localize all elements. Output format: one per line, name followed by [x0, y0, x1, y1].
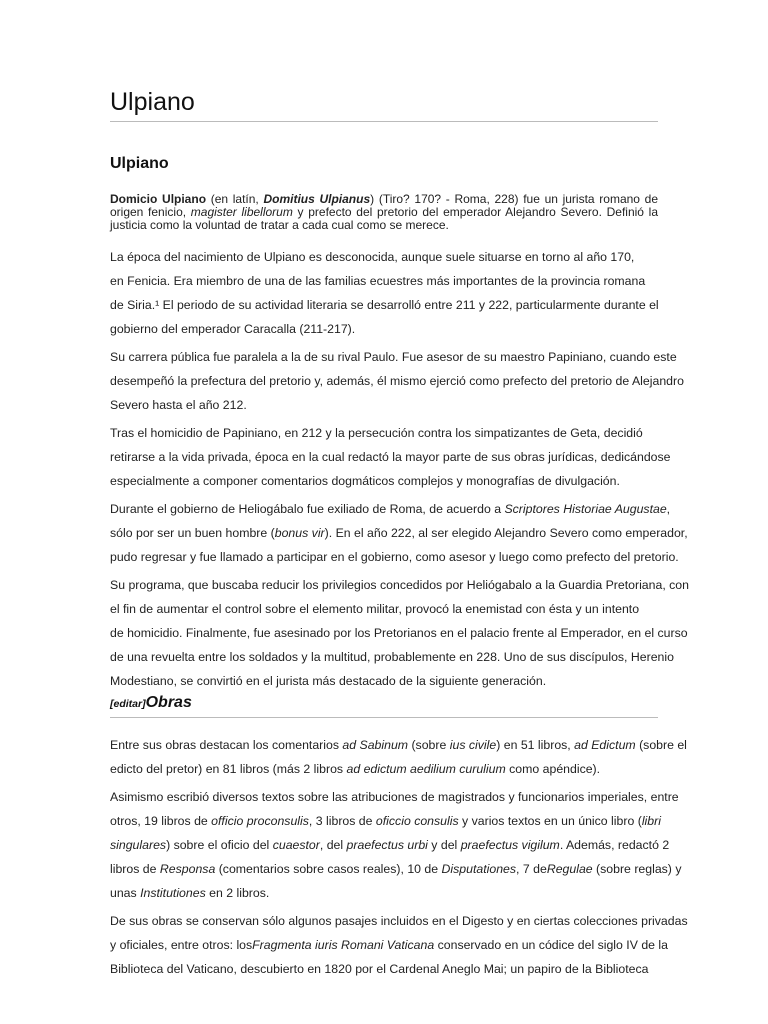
text-segment: ) sobre el oficio del — [166, 838, 273, 852]
text-line — [110, 733, 687, 757]
text-segment: de Siria.¹ El periodo de su actividad literaria se desarrolló entre 211 y 222, particularmente durante el — [110, 298, 659, 312]
text-line — [110, 293, 670, 317]
italic-text: ad edictum aedilium curulium — [346, 762, 506, 776]
text-line — [110, 957, 670, 981]
text-segment: y del — [427, 838, 461, 852]
italic-text: bonus vir — [274, 526, 325, 540]
text-segment: edicto del pretor) en 81 libros (más 2 libros — [110, 762, 347, 776]
text-line — [110, 245, 670, 269]
paragraph — [110, 245, 670, 341]
text-segment: , 3 libros de — [308, 814, 376, 828]
text-line — [110, 269, 670, 293]
italic-text: magister libellorum — [190, 205, 293, 219]
text-segment: Biblioteca del Vaticano, descubierto en 1820 por el Cardenal Aneglo Mai; un papiro de la Biblioteca — [110, 962, 649, 976]
italic-text: Disputationes — [441, 862, 517, 876]
text-segment: y prefecto del pretorio del emperador Alejandro Severo. Definió la — [292, 205, 658, 219]
text-line — [110, 317, 670, 341]
italic-text: ad Sabinum — [342, 738, 409, 752]
text-line — [110, 345, 677, 369]
obras-heading — [110, 694, 192, 712]
text-line — [110, 933, 670, 957]
italic-text: Fragmenta iuris Romani Vaticana — [252, 938, 435, 952]
text-segment: origen fenicio, — [110, 205, 191, 219]
text-line — [110, 881, 670, 905]
text-line — [110, 809, 670, 833]
italic-text: praefectus vigilum — [460, 838, 560, 852]
paragraph — [110, 345, 684, 417]
text-line — [110, 645, 674, 669]
text-segment: pudo regresar y fue llamado a participar en el gobierno, como asesor y luego como prefecto del pretorio. — [110, 550, 679, 564]
text-segment: desempeñó la prefectura del pretorio y, además, él mismo ejerció como prefecto del pretorio de Alejandro — [110, 374, 684, 388]
text-line — [110, 621, 688, 645]
text-line — [110, 669, 670, 693]
text-segment: y varios textos en un único libro ( — [458, 814, 642, 828]
text-segment: ) en 51 libros, — [496, 738, 575, 752]
text-segment: de homicidio. Finalmente, fue asesinado por los Pretorianos en el palacio frente al Emperador, en el curso — [110, 626, 688, 640]
text-segment: Entre sus obras destacan los comentarios — [110, 738, 343, 752]
italic-text: Responsa — [159, 862, 216, 876]
text-segment: ) (Tiro? 170? - Roma, 228) fue un jurista romano de — [370, 192, 659, 206]
text-segment: Asimismo escribió diversos textos sobre las atribuciones de magistrados y funcionarios imperiales, entre — [110, 790, 679, 804]
text-segment: La época del nacimiento de Ulpiano es desconocida, aunque suele situarse en torno al año 170, — [110, 250, 635, 264]
intro-section — [110, 245, 689, 697]
text-segment: en 2 libros. — [205, 886, 270, 900]
text-segment: libros de — [110, 862, 160, 876]
obras-title: Obras — [145, 694, 192, 711]
text-segment: (comentarios sobre casos reales), 10 de — [215, 862, 442, 876]
edit-link[interactable]: [editar] — [110, 698, 146, 710]
section-heading: Ulpiano — [110, 155, 169, 172]
text-segment: Tras el homicidio de Papiniano, en 212 y la persecución contra los simpatizantes de Geta, decidió — [110, 426, 643, 440]
text-segment: . Además, redactó 2 — [559, 838, 670, 852]
text-segment: (sobre reglas) y — [592, 862, 682, 876]
text-line — [110, 909, 688, 933]
text-line — [110, 757, 670, 781]
text-segment: Severo hasta el año 212. — [110, 398, 247, 412]
text-segment: Su carrera pública fue paralela a la de su rival Paulo. Fue asesor de su maestro Papiniano, cuando este — [110, 350, 677, 364]
text-line — [110, 393, 670, 417]
text-segment: conservado en un códice del siglo IV de la — [434, 938, 668, 952]
title-divider — [110, 121, 658, 122]
text-segment: ). En el año 222, al ser elegido Alejandro Severo como emperador, — [324, 526, 688, 540]
text-line — [110, 497, 670, 521]
text-segment: (sobre el — [635, 738, 687, 752]
text-segment: el fin de aumentar el control sobre el elemento militar, provocó la enemistad con ésta y un intento — [110, 602, 640, 616]
italic-text: officio proconsulis — [211, 814, 309, 828]
paragraph — [110, 421, 670, 493]
text-line — [110, 445, 670, 469]
italic-text: ius civile — [449, 738, 497, 752]
obras-section — [110, 733, 688, 985]
text-line — [110, 573, 689, 597]
text-line — [110, 369, 684, 393]
text-segment: De sus obras se conservan sólo algunos pasajes incluidos en el Digesto y en ciertas colecciones privadas — [110, 914, 688, 928]
text-line — [110, 545, 679, 569]
text-segment: gobierno del emperador Caracalla (211-217). — [110, 322, 356, 336]
text-line — [110, 833, 670, 857]
italic-text: praefectus urbi — [346, 838, 428, 852]
paragraph — [110, 733, 687, 781]
italic-text: singulares — [110, 838, 167, 852]
italic-text: ad Edictum — [574, 738, 636, 752]
text-line — [110, 421, 670, 445]
obras-divider — [110, 717, 658, 718]
italic-text: cuaestor — [272, 838, 320, 852]
text-segment: en Fenicia. Era miembro de una de las familias ecuestres más importantes de la provincia romana — [110, 274, 646, 288]
text-line — [110, 469, 670, 493]
text-segment: Su programa, que buscaba reducir los privilegios concedidos por Heliógabalo a la Guardia Pretoriana, con — [110, 578, 689, 592]
text-segment: especialmente a componer comentarios dogmáticos complejos y monografías de divulgación. — [110, 474, 620, 488]
italic-text: libri — [641, 814, 661, 828]
text-segment: , del — [319, 838, 347, 852]
paragraph — [110, 497, 688, 569]
paragraph — [110, 909, 688, 981]
text-line — [110, 521, 688, 545]
text-segment: (en latín, — [206, 192, 264, 206]
italic-text: Institutiones — [140, 886, 206, 900]
text-segment: como apéndice). — [505, 762, 601, 776]
text-segment: (sobre — [408, 738, 450, 752]
italic-text: Regulae — [546, 862, 593, 876]
text-line — [110, 597, 670, 621]
page-title: Ulpiano — [110, 88, 195, 116]
bold-text: Domicio Ulpiano — [110, 192, 207, 206]
text-segment: Durante el gobierno de Heliogábalo fue exiliado de Roma, de acuerdo a — [110, 502, 505, 516]
text-segment: justicia como la voluntad de tratar a cada cual como se merece. — [110, 218, 449, 232]
lead-paragraph — [110, 193, 658, 232]
paragraph — [110, 785, 682, 905]
text-segment: , — [666, 502, 671, 516]
text-segment: sólo por ser un buen hombre ( — [110, 526, 275, 540]
text-line — [110, 219, 658, 232]
text-line — [110, 785, 679, 809]
text-segment: , 7 de — [516, 862, 547, 876]
italic-text: Domitius Ulpianus — [263, 192, 371, 206]
text-segment: Modestiano, se convirtió en el jurista más destacado de la siguiente generación. — [110, 674, 547, 688]
text-segment: unas — [110, 886, 141, 900]
italic-text: Scriptores Historiae Augustae — [504, 502, 667, 516]
text-segment: retirarse a la vida privada, época en la cual redactó la mayor parte de sus obras jurídicas, dedicándose — [110, 450, 671, 464]
text-segment: de una revuelta entre los soldados y la multitud, probablemente en 228. Uno de sus discípulos, Herenio — [110, 650, 674, 664]
text-segment: y oficiales, entre otros: los — [110, 938, 253, 952]
italic-text: oficcio consulis — [375, 814, 459, 828]
text-line — [110, 857, 682, 881]
paragraph — [110, 573, 689, 693]
text-segment: otros, 19 libros de — [110, 814, 212, 828]
